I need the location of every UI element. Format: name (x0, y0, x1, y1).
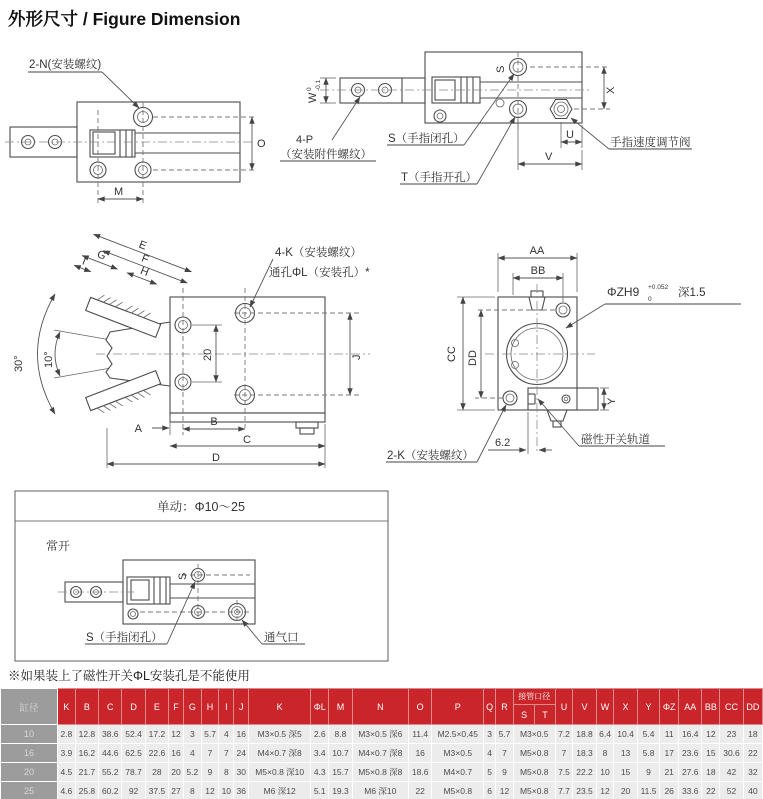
dims-efghi (74, 220, 196, 306)
k-thread-label: 4-K（安装螺纹） (275, 247, 362, 259)
value-cell: 12 (596, 782, 614, 799)
value-cell: 22 (702, 782, 720, 799)
value-cell: 8.8 (329, 725, 352, 744)
value-cell: 21 (660, 763, 679, 782)
value-cell: M2.5×0.45 (432, 725, 484, 744)
pipe-value-cell: M5×0.8 (513, 782, 555, 799)
dim-x-label: X (605, 86, 617, 94)
value-cell: 16.4 (679, 725, 702, 744)
dim-a-label: A (134, 423, 142, 435)
value-cell: 30 (234, 763, 249, 782)
callout-zh9 (566, 284, 741, 328)
value-cell: 23.5 (573, 782, 596, 799)
s-hole-letter-single: S (177, 572, 189, 580)
col-header: J (234, 689, 249, 725)
value-cell: 8 (219, 763, 234, 782)
table-row (1, 763, 763, 782)
value-cell: 9 (201, 763, 219, 782)
value-cell: 6 (484, 782, 496, 799)
value-cell: M6 深10 (352, 782, 408, 799)
table-row (1, 725, 763, 744)
value-cell: 3 (183, 725, 201, 744)
value-cell: M5×0.8 深10 (249, 763, 311, 782)
value-cell: 9 (637, 763, 660, 782)
col-header: Q (484, 689, 496, 725)
value-cell: 15.7 (329, 763, 352, 782)
callout-s-close (387, 74, 514, 145)
col-header: O (409, 689, 432, 725)
pipe-value-cell: M5×0.8 (513, 763, 555, 782)
dim-u-label: U (566, 129, 574, 141)
col-header: DD (743, 689, 762, 725)
value-cell: 11 (660, 725, 679, 744)
pipe-value-cell: M3×0.5 (513, 725, 555, 744)
value-cell: 16 (169, 744, 184, 763)
dim-w-tol-lower: -0.1 (315, 79, 322, 91)
dim-i-label: I (80, 255, 88, 268)
value-cell: 23 (720, 725, 743, 744)
value-cell: 24 (234, 744, 249, 763)
drawing-side-view (5, 52, 275, 217)
value-cell: 5.4 (637, 725, 660, 744)
value-cell: 33.6 (679, 782, 702, 799)
s-hole-mark (495, 66, 507, 73)
col-header: N (352, 689, 408, 725)
mode-label: 常开 (46, 539, 71, 553)
value-cell: 5.8 (637, 744, 660, 763)
zh9-tol-upper: +0.052 (648, 284, 669, 291)
value-cell: 7.7 (555, 782, 573, 799)
dim-v (518, 120, 582, 170)
col-header: AA (679, 689, 702, 725)
s-close-label-single: S（手指闭孔） (86, 632, 163, 644)
value-cell: 28 (145, 763, 168, 782)
col-header: Y (637, 689, 660, 725)
value-cell: 23.6 (679, 744, 702, 763)
speed-valve (550, 100, 572, 119)
col-header: U (555, 689, 573, 725)
dim-e-label: E (137, 238, 149, 253)
value-cell: 5.7 (496, 725, 514, 744)
value-cell: 25.8 (75, 782, 98, 799)
col-header: B (75, 689, 98, 725)
value-cell: 18.8 (573, 725, 596, 744)
k2-thread-label: 2-K（安装螺纹） (387, 450, 474, 462)
value-cell: 40 (743, 782, 762, 799)
value-cell: 52.4 (122, 725, 145, 744)
dim-b-label: B (210, 416, 218, 428)
drawing-top-view (280, 30, 763, 217)
value-cell: 5.2 (183, 763, 201, 782)
callout-t-open (400, 117, 515, 184)
value-cell: 3 (484, 725, 496, 744)
col-header: D (122, 689, 145, 725)
l-hole-label: 通孔ΦL（安装孔）* (269, 267, 370, 279)
value-cell: 36 (234, 782, 249, 799)
dim-m-label: M (114, 186, 124, 198)
value-cell: 4.6 (58, 782, 76, 799)
value-cell: 19.3 (329, 782, 352, 799)
value-cell: 5.7 (201, 725, 219, 744)
zh9-tol-lower: 0 (648, 296, 652, 303)
value-cell: 4.5 (58, 763, 76, 782)
value-cell: M5×0.8 (432, 782, 484, 799)
vent-label: 通气口 (264, 632, 299, 644)
value-cell: 18 (702, 763, 720, 782)
dim-g-label: G (95, 248, 108, 263)
col-header: W (596, 689, 614, 725)
value-cell: M6 深12 (249, 782, 311, 799)
value-cell: 12 (169, 725, 184, 744)
footnote: ※如果装上了磁性开关ΦL安装孔是不能使用 (8, 669, 250, 683)
value-cell: 12 (201, 782, 219, 799)
col-header: CC (720, 689, 743, 725)
dim-dd-label: DD (467, 350, 479, 366)
col-header: G (183, 689, 201, 725)
value-cell: 3.4 (311, 744, 329, 763)
dim-62 (488, 412, 552, 454)
value-cell: 16 (234, 725, 249, 744)
value-cell: 12 (702, 725, 720, 744)
value-cell: 15 (614, 763, 637, 782)
value-cell: 17.2 (145, 725, 168, 744)
pipe-value-cell: M5×0.8 (513, 744, 555, 763)
value-cell: 44.6 (99, 744, 122, 763)
rail-label: 磁性开关轨道 (581, 434, 650, 446)
callout-4p (280, 97, 376, 161)
bore-header: 缸径 (1, 689, 58, 725)
value-cell: 16.2 (75, 744, 98, 763)
value-cell: 27 (169, 782, 184, 799)
pipe-sub-header: S (513, 705, 535, 725)
callout-valve (571, 118, 692, 149)
value-cell: 52 (720, 782, 743, 799)
value-cell: 10.7 (329, 744, 352, 763)
dim-x (604, 67, 617, 109)
value-cell: 4.3 (311, 763, 329, 782)
value-cell: 18 (743, 725, 762, 744)
dim-m (98, 186, 143, 199)
value-cell: 8 (183, 782, 201, 799)
dim-w-tol-upper: 0 (306, 87, 313, 91)
col-header: R (496, 689, 514, 725)
t-open-label: T（手指开孔） (401, 172, 478, 184)
spec-table-head (1, 689, 763, 725)
table-row (1, 782, 763, 799)
angle-10-label: 10° (43, 351, 55, 368)
dim-cc-label: CC (446, 346, 458, 362)
value-cell: 27.6 (679, 763, 702, 782)
thread-label: 2-N(安装螺纹) (29, 59, 102, 71)
dim-a (135, 416, 170, 435)
value-cell: 11.5 (637, 782, 660, 799)
value-cell: 4 (484, 744, 496, 763)
dim-y (600, 388, 618, 410)
value-cell: 20 (169, 763, 184, 782)
dim-d-label: D (212, 452, 220, 464)
value-cell: 7 (496, 744, 514, 763)
dim-y-label: Y (606, 397, 618, 405)
value-cell: 10.4 (614, 725, 637, 744)
value-cell: 7.5 (555, 763, 573, 782)
value-cell: 22.2 (573, 763, 596, 782)
col-header: M (329, 689, 352, 725)
value-cell: 18.3 (573, 744, 596, 763)
dim-dd (467, 310, 481, 398)
col-header: P (432, 689, 484, 725)
value-cell: 37.5 (145, 782, 168, 799)
value-cell: 10 (596, 763, 614, 782)
pipe-sub-header: T (535, 705, 555, 725)
dim-o (252, 117, 266, 170)
dim-w (306, 78, 336, 103)
col-header: I (219, 689, 234, 725)
col-header: F (169, 689, 184, 725)
value-cell: 10 (219, 782, 234, 799)
bore-cell: 10 (1, 725, 58, 744)
dim-h-label: H (138, 264, 151, 279)
value-cell: M3×0.5 深5 (249, 725, 311, 744)
dim-v-label: V (545, 151, 553, 163)
value-cell: 42 (720, 763, 743, 782)
dim-aa-label: AA (529, 245, 545, 257)
s-hole-mark-single (177, 573, 189, 580)
pipe-size-header: 接管口径 (513, 689, 555, 705)
dim-w-label: W (307, 92, 319, 103)
dim-f-label: F (139, 252, 151, 267)
value-cell: 12 (496, 782, 514, 799)
value-cell: 6.4 (596, 725, 614, 744)
value-cell: 3.9 (58, 744, 76, 763)
value-cell: M3×0.5 深6 (352, 725, 408, 744)
zh9-label: ΦZH9 (607, 285, 640, 299)
value-cell: 21.7 (75, 763, 98, 782)
bore-cell: 16 (1, 744, 58, 763)
value-cell: M4×0.7 深8 (352, 744, 408, 763)
value-cell: 20 (614, 782, 637, 799)
value-cell: 30.6 (720, 744, 743, 763)
single-view-holes (71, 569, 246, 621)
value-cell: 13 (614, 744, 637, 763)
value-cell: 22.6 (145, 744, 168, 763)
value-cell: 15 (702, 744, 720, 763)
value-cell: 9 (496, 763, 514, 782)
dim-c (170, 424, 325, 468)
callout-rail (538, 399, 665, 446)
bore-cell: 25 (1, 782, 58, 799)
value-cell: 7 (555, 744, 573, 763)
table-row (1, 744, 763, 763)
spec-table (0, 688, 763, 799)
value-cell: 17 (660, 744, 679, 763)
col-header: K (58, 689, 76, 725)
value-cell: 62.5 (122, 744, 145, 763)
p-sub-label: （安装附件螺纹） (280, 149, 372, 161)
p-label: 4-P (296, 134, 314, 146)
value-cell: 26 (660, 782, 679, 799)
dim-u (561, 122, 582, 148)
value-cell: 7 (201, 744, 219, 763)
value-cell: 2.8 (58, 725, 76, 744)
value-cell: 92 (122, 782, 145, 799)
value-cell: 7 (219, 744, 234, 763)
value-cell: 16 (409, 744, 432, 763)
dim-20-label: 20 (202, 348, 214, 361)
dim-o-label: O (257, 138, 266, 150)
value-cell: 5 (484, 763, 496, 782)
s-close-label: S（手指闭孔） (388, 133, 465, 145)
valve-label: 手指速度调节阀 (610, 137, 691, 149)
callout-2k (386, 405, 506, 462)
value-cell: 8 (596, 744, 614, 763)
col-header: K (249, 689, 311, 725)
value-cell: M5×0.8 深8 (352, 763, 408, 782)
drawing-end-view (385, 228, 763, 483)
value-cell: 11.4 (409, 725, 432, 744)
value-cell: 18.6 (409, 763, 432, 782)
panel-header: 单动：Φ10～25 (157, 500, 245, 514)
dim-j-label: J (351, 354, 363, 360)
s-hole-letter: S (495, 65, 507, 73)
dim-62-label: 6.2 (495, 437, 511, 449)
value-cell: 55.2 (99, 763, 122, 782)
angle-10 (43, 332, 60, 376)
thread-callout-2n (28, 57, 139, 108)
value-cell: 4 (183, 744, 201, 763)
top-view-outline (340, 52, 582, 123)
value-cell: 22 (409, 782, 432, 799)
value-cell: 12.8 (75, 725, 98, 744)
col-header: ΦZ (660, 689, 679, 725)
value-cell: 22 (743, 744, 762, 763)
end-body (498, 291, 598, 427)
zh9-depth-label: 深1.5 (678, 287, 706, 299)
bore-cell: 20 (1, 763, 58, 782)
col-header: H (201, 689, 219, 725)
spec-table-body (1, 725, 763, 799)
value-cell: 60.2 (99, 782, 122, 799)
col-header: X (614, 689, 637, 725)
dim-c-label: C (243, 434, 251, 446)
side-view-holes (22, 108, 153, 179)
value-cell: 78.7 (122, 763, 145, 782)
value-cell: 2.6 (311, 725, 329, 744)
value-cell: M3×0.5 (432, 744, 484, 763)
value-cell: 4 (219, 725, 234, 744)
value-cell: 38.6 (99, 725, 122, 744)
single-acting-panel (14, 490, 389, 662)
value-cell: 5.1 (311, 782, 329, 799)
drawing-front-view (10, 228, 400, 483)
col-header: V (573, 689, 596, 725)
value-cell: M4×0.7 深8 (249, 744, 311, 763)
col-header: E (145, 689, 168, 725)
col-header: ΦL (311, 689, 329, 725)
col-header: BB (702, 689, 720, 725)
angle-30-label: 30° (13, 355, 25, 372)
col-header: C (99, 689, 122, 725)
dim-bb-label: BB (530, 265, 546, 277)
value-cell: 32 (743, 763, 762, 782)
page-title: 外形尺寸 / Figure Dimension (8, 9, 241, 29)
value-cell: 7.2 (555, 725, 573, 744)
value-cell: M4×0.7 (432, 763, 484, 782)
